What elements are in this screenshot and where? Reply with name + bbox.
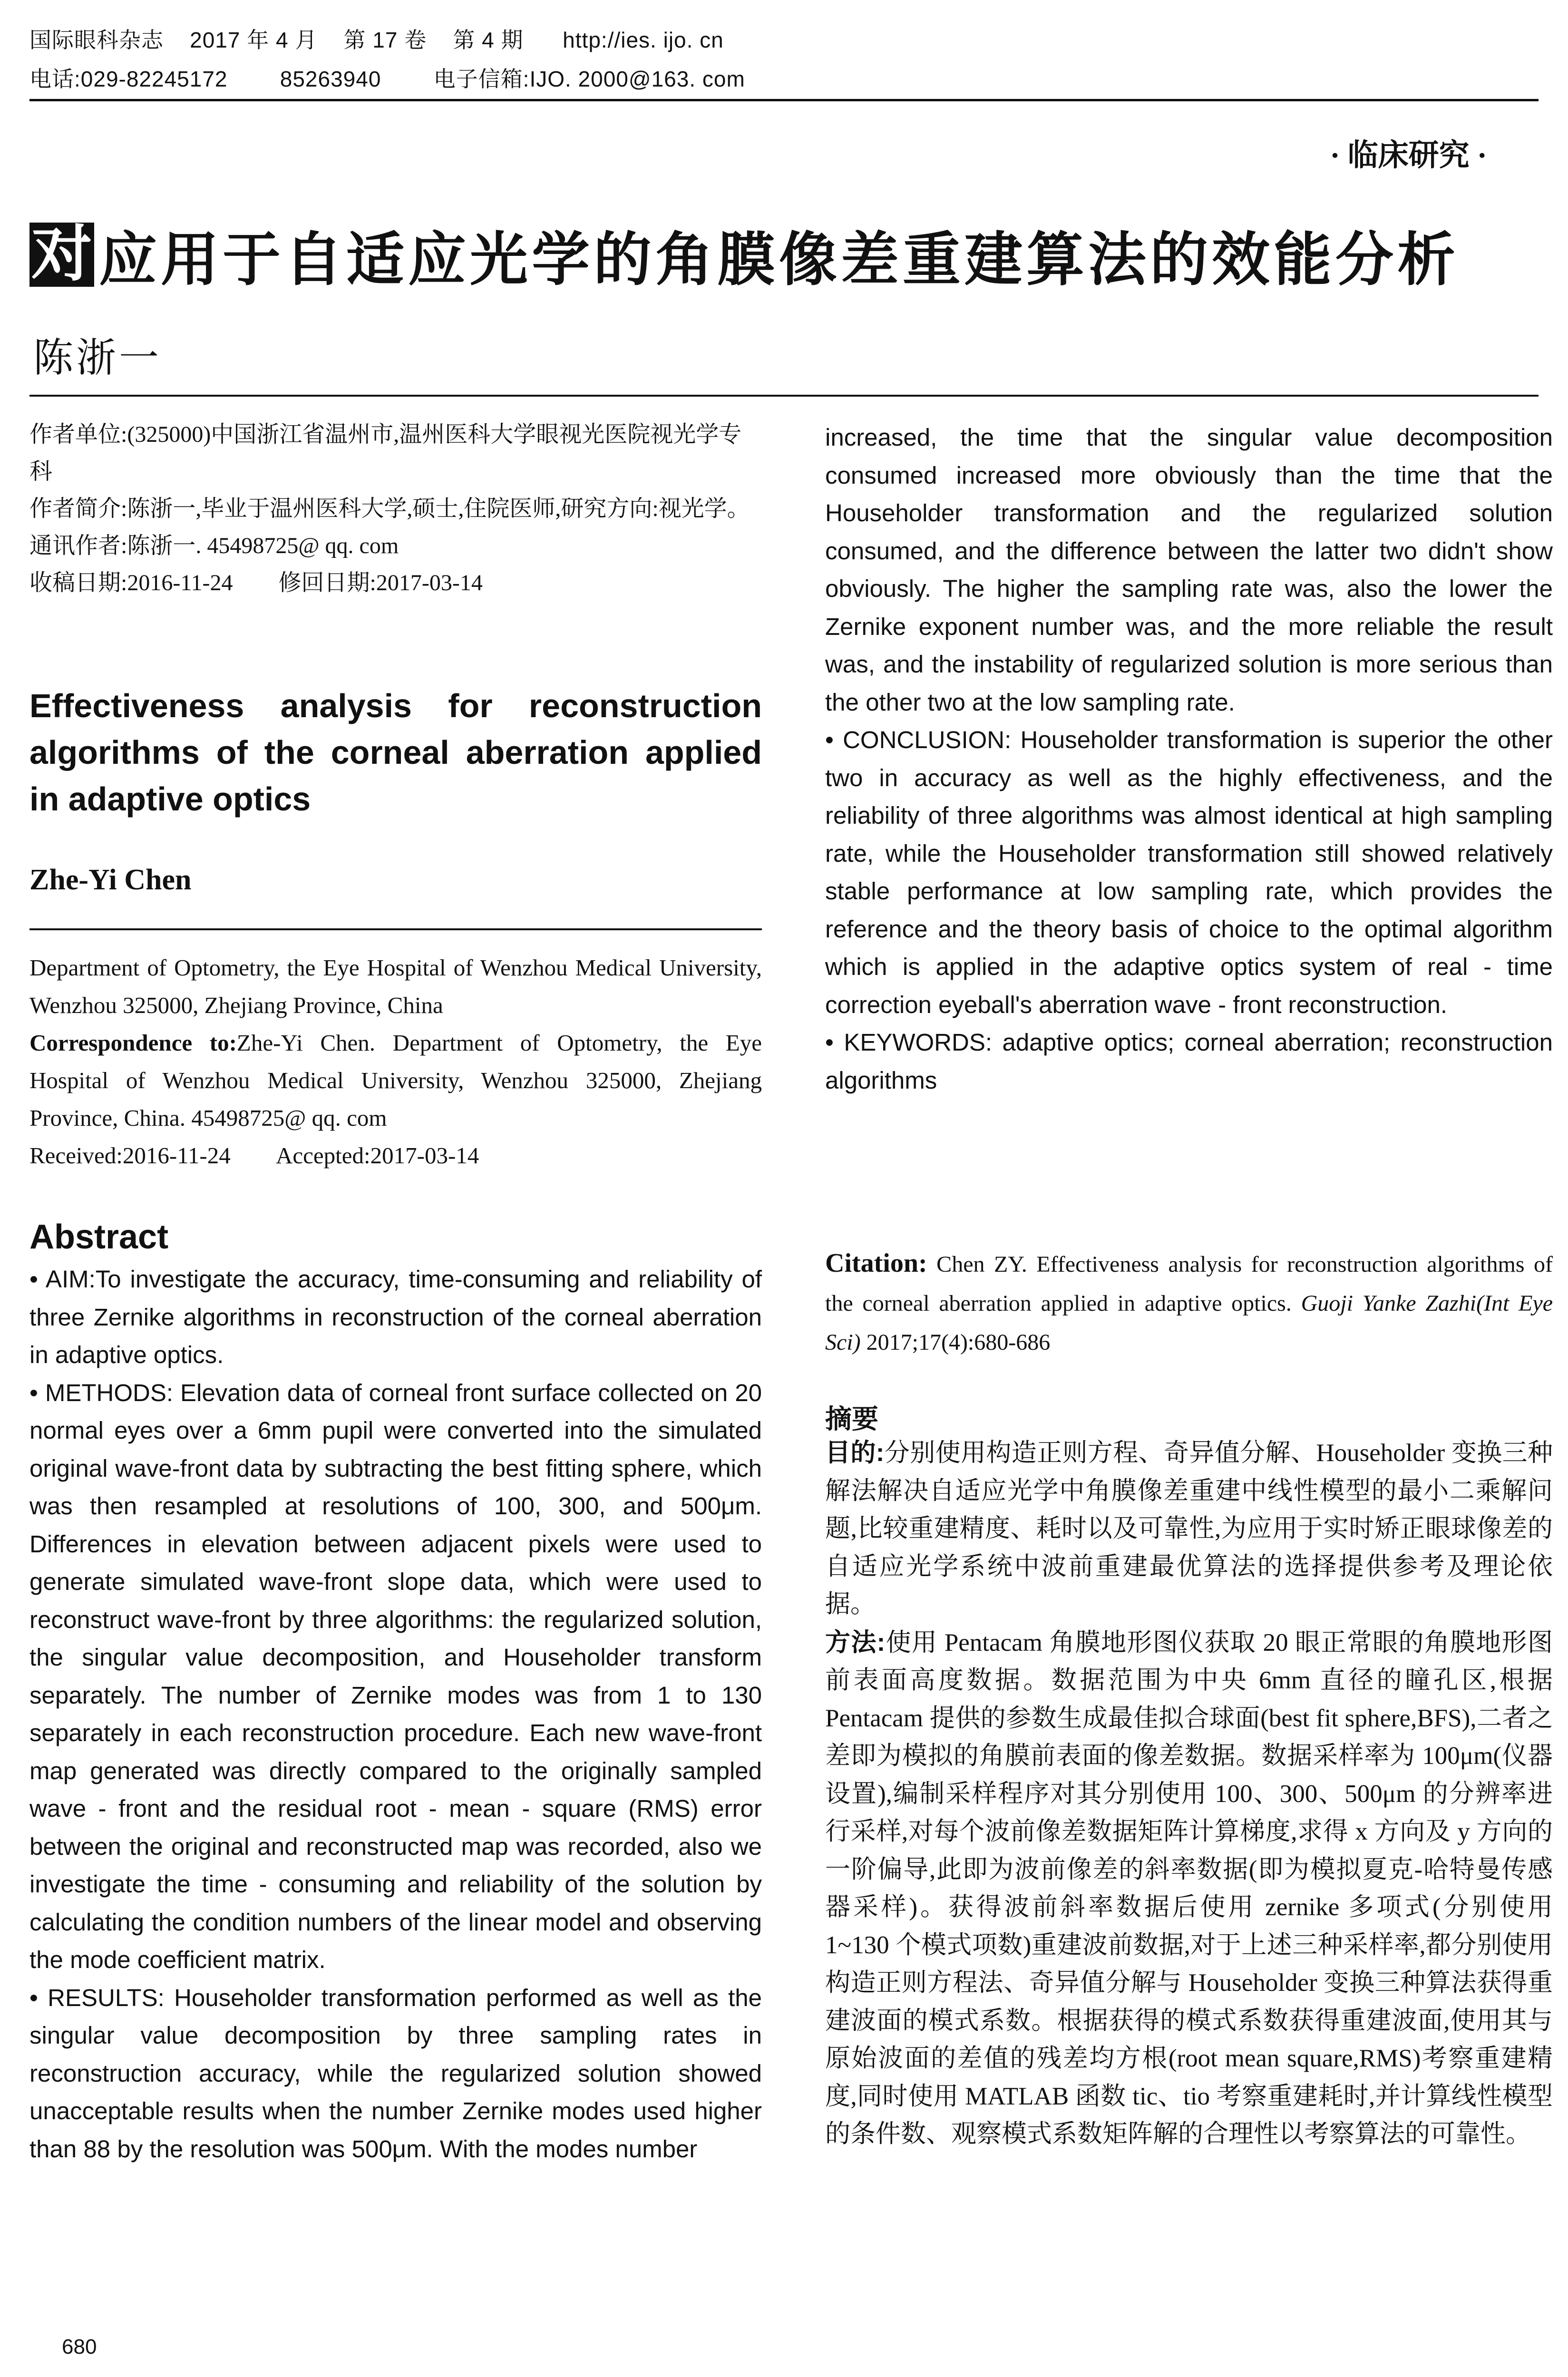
cn-abstract-aim bbox=[825, 1434, 1553, 1624]
chinese-abstract-heading: 摘要 bbox=[825, 1404, 878, 1434]
author-unit: 作者单位:(325000)中国浙江省温州市,温州医科大学眼视光医院视光学专科 bbox=[29, 422, 742, 484]
received-revised-dates: 收稿日期:2016-11-24 修回日期:2017-03-14 bbox=[29, 570, 483, 595]
abstract-methods: • METHODS: Elevation data of corneal front surface collected on 20 normal eyes over a 6mm pupil were converted into the simulated original wave-front data by subtracting the best fitting sphere, which was then resampled at resolutions of 100, 300, and 500μm. Differences in elevation between adjacent pixels were used to generate simulated wave-front slope data, which were used to reconstruct wave-front by three algorithms: the regularized solution, the singular value decomposition, and Householder transform separately. The number of Zernike modes was from 1 to 130 separately in each reconstruction procedure. Each new wave-front map generated was directly compared to the originally sampled wave - front and the residual root - mean - square (RMS) error between the original and reconstructed map was recorded, also we investigate the time - consuming and reliability of the solution by calculating the condition numbers of the linear model and observing the mode coefficient matrix. bbox=[29, 1379, 762, 1973]
citation-text: Chen ZY. Effectiveness analysis for reconstruction algorithms of the corneal aberration applied in adaptive optics. bbox=[825, 1252, 1553, 1316]
abstract-results-part2: increased, the time that the singular value decomposition consumed increased more obviously than the time that the Householder transformation and the regularized solution consumed, and the difference between the latter two didn't show obviously. The higher the sampling rate was, also the lower the Zernike exponent number was, and the more reliable the result was, and the instability of regularized solution is more serious than the other two at the low sampling rate. bbox=[825, 424, 1553, 716]
received-accepted-dates: Received:2016-11-24 Accepted:2017-03-14 bbox=[29, 1142, 479, 1169]
correspondence bbox=[29, 1024, 762, 1137]
cn-methods-label: 方法: bbox=[825, 1628, 886, 1656]
abstract-aim: • AIM:To investigate the accuracy, time-consuming and reliability of three Zernike algorithms in reconstruction of the corneal aberration in adaptive optics. bbox=[29, 1266, 762, 1368]
cn-aim-text: 分别使用构造正则方程、奇异值分解、Householder 变换三种解法解决自适应光学中角膜像差重建中线性模型的最小二乘解问题,比较重建精度、耗时以及可靠性,为应用于实时矫正眼球像差的自适应光学系统中波前重建最优算法的选择提供参考及理论依据。 bbox=[825, 1439, 1553, 1618]
page-number: 680 bbox=[62, 2335, 97, 2358]
title-dropcap: 对 bbox=[29, 223, 94, 287]
abstract-conclusion: • CONCLUSION: Householder transformation is superior the other two in accuracy as well as the highly effectiveness, and the reliability of three algorithms was almost identical at high sampling rate, while the Householder transformation still showed relatively stable performance at low sampling rate, which provides the reference and the theory basis of choice to the optimal algorithm which is applied in the adaptive optics system of real - time correction eyeball's aberration wave - front reconstruction. bbox=[825, 726, 1553, 1018]
corresponding-author: 通讯作者:陈浙一. 45498725@ qq. com bbox=[29, 533, 399, 558]
author-name-cn: 陈浙一 bbox=[33, 336, 162, 380]
correspondence-text: Zhe-Yi Chen. Department of Optometry, the Eye Hospital of Wenzhou Medical University, Wenzhou 325000, Zhejiang Province, China. 45498725@ qq. com bbox=[29, 1030, 762, 1131]
header-rule bbox=[29, 99, 1539, 101]
journal-header-line1: 国际眼科杂志 2017 年 4 月 第 17 卷 第 4 期 http://ies. ijo. cn bbox=[29, 28, 724, 52]
english-author-rule bbox=[29, 928, 762, 930]
correspondence-label: Correspondence to: bbox=[29, 1030, 237, 1056]
section-label: · 临床研究 · bbox=[1330, 138, 1487, 172]
citation-journal: Guoji Yanke Zazhi(Int Eye Sci) bbox=[825, 1291, 1553, 1355]
author-rule bbox=[29, 395, 1539, 397]
abstract-results-part1: • RESULTS: Householder transformation performed as well as the singular value decomposition by three sampling rates in reconstruction accuracy, while the regularized solution showed unacceptable results when the number Zernike modes used higher than 88 by the resolution was 500μm. With the modes number bbox=[29, 1984, 762, 2163]
author-bio: 作者简介:陈浙一,毕业于温州医科大学,硕士,住院医师,研究方向:视光学。 bbox=[29, 496, 750, 521]
english-title: Effectiveness analysis for reconstruction algorithms of the corneal aberration applied in adaptive optics bbox=[29, 687, 762, 818]
affiliation-block bbox=[29, 949, 762, 1174]
english-author: Zhe-Yi Chen bbox=[29, 864, 192, 896]
abstract-keywords: • KEYWORDS: adaptive optics; corneal aberration; reconstruction algorithms bbox=[825, 1029, 1553, 1094]
cn-abstract-methods bbox=[825, 1624, 1553, 2153]
abstract-left-body bbox=[29, 1260, 762, 2168]
citation-volume: 2017;17(4):680-686 bbox=[860, 1330, 1051, 1355]
cn-methods-text: 使用 Pentacam 角膜地形图仪获取 20 眼正常眼的角膜地形图前表面高度数据。数据范围为中央 6mm 直径的瞳孔区,根据 Pentacam 提供的参数生成最佳拟合球面(best fit sphere,BFS),二者之差即为模拟的角膜前表面的像差数据。数据采样率为 100μm(仪器设置),编制采样程序对其分别使用 100、300、500μm 的分辨率进行采样,对每个波前像差数据矩阵计算梯度,求得 x 方向及 y 方向的一阶偏导,此即为波前像差的斜率数据(即为模拟夏克-哈特曼传感器采样)。获得波前斜率数据后使用 zernike 多项式(分别使用 1~130 个模式项数)重建波前数据,对于上述三种采样率,都分别使用构造正则方程法、奇异值分解与 Householder 变换三种算法获得重建波面的模式系数。根据获得的模式系数获得重建波面,使用其与原始波面的差值的残差均方根(root mean square,RMS)考察重建精度,同时使用 MATLAB 函数 tic、tio 考察重建耗时,并计算线性模型的条件数、观察模式系数矩阵解的合理性以考察算法的可靠性。 bbox=[825, 1628, 1553, 2148]
citation-label: Citation: bbox=[825, 1248, 927, 1278]
abstract-heading: Abstract bbox=[29, 1218, 169, 1256]
chinese-abstract-body bbox=[825, 1434, 1553, 2153]
abstract-right-body bbox=[825, 419, 1553, 1099]
department: Department of Optometry, the Eye Hospital of Wenzhou Medical University, Wenzhou 325000, Zhejiang Province, China bbox=[29, 955, 762, 1018]
article-title bbox=[29, 216, 1459, 292]
journal-header-line2: 电话:029-82245172 85263940 电子信箱:IJO. 2000@163. com bbox=[29, 67, 745, 91]
title-text: 应用于自适应光学的角膜像差重建算法的效能分析 bbox=[99, 227, 1460, 292]
author-info-block bbox=[29, 416, 762, 602]
citation-block bbox=[825, 1244, 1553, 1362]
cn-aim-label: 目的: bbox=[825, 1439, 885, 1467]
